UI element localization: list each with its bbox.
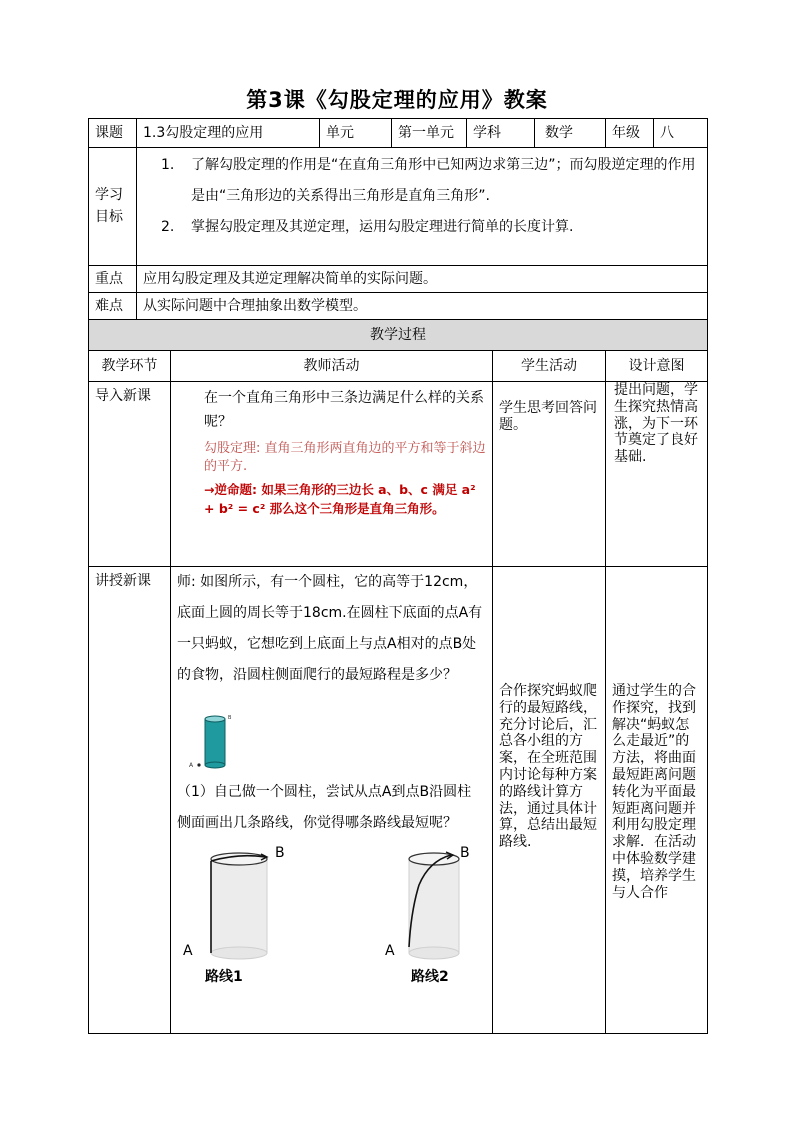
intro-step: 导入新课: [89, 382, 171, 567]
lesson-problem: 师: 如图所示，有一个圆柱，它的高等于12cm，底面上圆的周长等于18cm.在圆柱下底面的点A有一只蚂蚁，它想吃到上底面上与点A相对的点B处的食物，沿圆柱侧面爬行的最短路程是多少？: [177, 574, 483, 683]
col-design-header: 设计意图: [606, 351, 708, 382]
goal-item-2-number: 2.: [161, 219, 175, 235]
route1-label: 路线1: [205, 969, 243, 985]
difficulty-value: 从实际问题中合理抽象出数学模型。: [137, 293, 708, 320]
grade-value: 八: [654, 119, 708, 148]
goal-item-2: [161, 212, 697, 243]
intro-question: 在一个直角三角形中三条边满足什么样的关系呢？: [204, 390, 484, 430]
intro-converse: →逆命题: 如果三角形的三边长 a、b、c 满足 a² + b² = c² 那么这个三角形是直角三角形。: [204, 482, 476, 516]
svg-text:A: A: [189, 762, 194, 769]
theorem-text: 直角三角形两直角边的平方和等于斜边的平方.: [204, 441, 486, 474]
route2-label-b: B: [460, 845, 470, 861]
lesson-teacher: [171, 567, 493, 1034]
route2-label-a: A: [385, 943, 395, 959]
grade-label: 年级: [606, 119, 654, 148]
goals-label-text: 学习目标: [95, 187, 123, 225]
theorem-label: 勾股定理:: [204, 441, 261, 456]
route1-label-a: A: [183, 943, 193, 959]
goal-item-2-text: 掌握勾股定理及其逆定理，运用勾股定理进行简单的长度计算.: [191, 219, 574, 235]
lesson-plan-table: [88, 118, 708, 1034]
key-value: 应用勾股定理及其逆定理解决简单的实际问题。: [137, 266, 708, 293]
difficulty-label: 难点: [89, 293, 137, 320]
col-student-header: 学生活动: [493, 351, 606, 382]
goal-item-1: [161, 150, 697, 212]
route1-cylinder-icon: [191, 851, 281, 966]
col-teacher-header: 教师活动: [171, 351, 493, 382]
goal-item-1-text: 了解勾股定理的作用是“在直角三角形中已知两边求第三边”；而勾股逆定理的作用是由“三角形边的关系得出三角形是直角三角形”.: [191, 157, 696, 204]
key-label: 重点: [89, 266, 137, 293]
intro-design: 提出问题，学生探究热情高涨，为下一环节奠定了良好基础.: [606, 382, 708, 567]
intro-student: 学生思考回答问题。: [493, 382, 606, 567]
lesson-design: 通过学生的合作探究，找到解决“蚂蚁怎么走最近”的方法，将曲面最短距离问题转化为平面最短距离问题并利用勾股定理求解．在活动中体验数学建摸，培养学生与人合作: [606, 567, 708, 1034]
topic-label: 课题: [89, 119, 137, 148]
subject-label: 学科: [467, 119, 535, 148]
svg-text:B: B: [228, 715, 232, 721]
lesson-student: 合作探究蚂蚁爬行的最短路线，充分讨论后，汇总各小组的方案，在全班范围内讨论每种方案的路线计算方法，通过具体计算，总结出最短路线.: [493, 567, 606, 1034]
unit-label: 单元: [320, 119, 392, 148]
routes-figure: [177, 843, 484, 1013]
subject-value: 数学: [535, 119, 606, 148]
page-title: 第3课《勾股定理的应用》教案: [246, 88, 548, 112]
route2-cylinder-icon: [389, 851, 479, 966]
col-step-header: 教学环节: [89, 351, 171, 382]
route1-label-b: B: [275, 845, 285, 861]
intro-theorem: [204, 440, 486, 476]
goal-item-1-number: 1.: [161, 157, 175, 173]
topic-value: 1.3勾股定理的应用: [137, 119, 320, 148]
unit-value: 第一单元: [392, 119, 467, 148]
goals-content: [137, 148, 708, 266]
process-heading: 教学过程: [89, 320, 708, 351]
intro-teacher: [171, 382, 493, 567]
route2-label: 路线2: [411, 969, 449, 985]
small-cylinder-figure: [185, 713, 245, 775]
lesson-step: 讲授新课: [89, 567, 171, 1034]
goals-label: [89, 148, 137, 266]
lesson-task1: （1）自己做一个圆柱，尝试从点A到点B沿圆柱侧面画出几条路线，你觉得哪条路线最短呢？: [177, 784, 472, 831]
